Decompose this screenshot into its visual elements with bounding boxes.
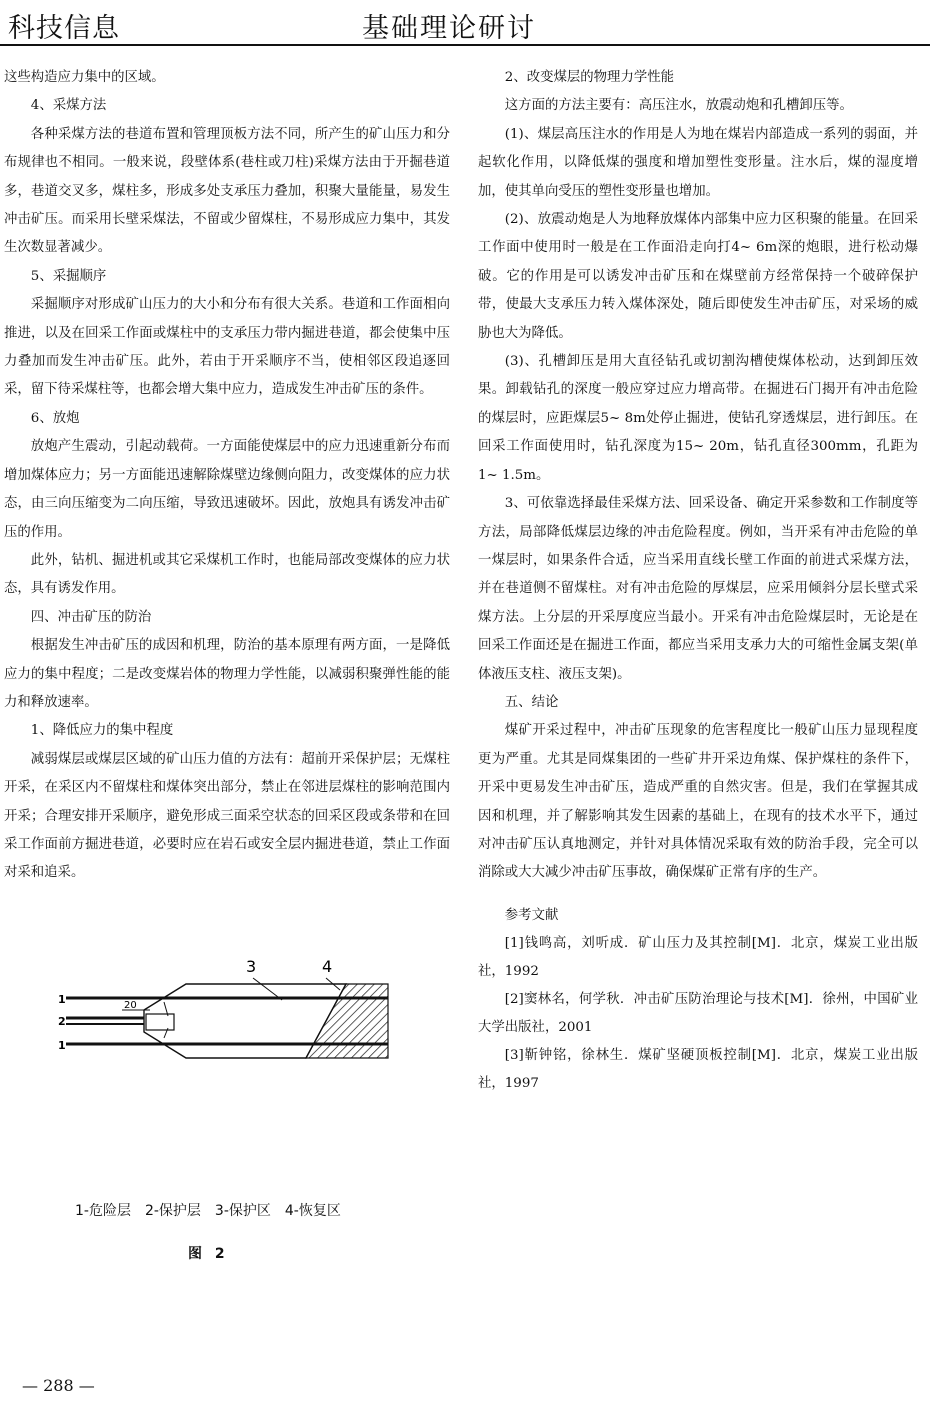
right-column-paragraph: [2]窦林名，何学秋．冲击矿压防治理论与技术[M]．徐州，中国矿业大学出版社，2001: [478, 992, 918, 1036]
left-column-paragraph: 6、放炮: [30, 410, 80, 426]
right-column-paragraph: 2、改变煤层的物理力学性能: [504, 70, 675, 85]
right-column-paragraph: 3、可依靠选择最佳采煤方法、回采设备、确定开采参数和工作制度等方法，局部降低煤层边缘的冲击危险程度。例如，当开采有冲击危险的单一煤层时，如果条件合适，应当采用直线长壁工作面的前进式采煤方法，并在巷道侧不留煤柱。对有冲击危险的厚煤层，应采用倾斜分层长壁式采煤方法。上分层的开采厚度应当最小。开采有冲击危险煤层时，无论是在回采工作面还是在掘进工作面，都应当采用支承力大的可缩性金属支架(单体液压支柱、液压支架)。: [478, 496, 918, 682]
right-column-paragraph: [3]靳钟铭，徐林生．煤矿坚硬顶板控制[M]．北京，煤炭工业出版社，1997: [478, 1048, 918, 1092]
page-number: — 288 —: [22, 1376, 95, 1395]
page-header: [0, 0, 930, 48]
right-column-paragraph: (3)、孔槽卸压是用大直径钻孔或切割沟槽使煤体松动，达到卸压效果。卸载钻孔的深度一般应穿过应力增高带。在掘进石门揭开有冲击危险的煤层时，应距煤层5~ 8m处停止掘进，使钻孔穿透煤层，进行卸压。在回采工作面使用时，钻孔深度为15~ 20m，钻孔直径300mm，孔距为1~ 1.5m。: [478, 354, 918, 483]
left-column-paragraph: 4、采煤方法: [30, 98, 107, 114]
label-zone-3: 3: [246, 957, 257, 976]
left-column: [4, 64, 450, 888]
left-column-paragraph: 1、降低应力的集中程度: [30, 723, 174, 739]
left-column-paragraph: 采掘顺序对形成矿山压力的大小和分布有很大关系。巷道和工作面相向推进，以及在回采工作面或煤柱中的支承压力带内掘进巷道，都会使集中压力叠加而发生冲击矿压。此外，若由于开采顺序不当，使相邻区段追逐回采，留下待采煤柱等，也都会增大集中应力，造成发生冲击矿压的条件。: [4, 297, 450, 398]
right-column-paragraph: (2)、放震动炮是人为地释放煤体内部集中应力区积聚的能量。在回采工作面中使用时一般是在工作面沿走向打4~ 6m深的炮眼，进行松动爆破。它的作用是可以诱发冲击矿压和在煤壁前方经常保持一个破碎保护带，使最大支承压力转入煤体深处，随后即使发生冲击矿压，对采场的威胁也大为降低。: [478, 212, 918, 341]
label-layer-1-top: 1: [58, 993, 66, 1006]
figure-legend: 1-危险层 2-保护层 3-保护区 4-恢复区: [75, 1203, 341, 1219]
label-distance: 20: [124, 1000, 137, 1011]
left-column-paragraph: 这些构造应力集中的区域。: [4, 70, 165, 85]
header-rule: [0, 44, 930, 46]
figure-caption: 图 2: [188, 1246, 229, 1262]
right-column-paragraph: (1)、煤层高压注水的作用是人为地在煤岩内部造成一系列的弱面，并起软化作用，以降低煤的强度和增加塑性变形量。注水后，煤的湿度增加，使其单向受压的塑性变形量也增加。: [478, 126, 918, 199]
recovery-zone-4: [306, 984, 388, 1058]
label-layer-2: 2: [58, 1015, 66, 1028]
label-layer-1-bottom: 1: [58, 1039, 66, 1052]
left-column-paragraph: 各种采煤方法的巷道布置和管理顶板方法不同，所产生的矿山压力和分布规律也不相同。一般来说，段壁体系(巷柱或刀柱)采煤方法由于开掘巷道多，巷道交叉多，煤柱多，形成多处支承压力叠加，积聚大量能量，易发生冲击矿压。而采用长壁采煤法，不留或少留煤柱，不易形成应力集中，其发生次数显著减少。: [4, 126, 450, 256]
section-title: 基础理论研讨: [362, 13, 536, 44]
journal-name: 科技信息: [8, 13, 120, 44]
left-column-paragraph: 减弱煤层或煤层区域的矿山压力值的方法有：超前开采保护层；无煤柱开采，在采区内不留煤柱和煤体突出部分，禁止在邻进层煤柱的影响范围内开采；合理安排开采顺序，避免形成三面采空状态的回采区段或条带和在回采工作面前方掘进巷道，必要时应在岩石或安全层内掘进巷道，禁止工作面对采和追采。: [4, 751, 450, 881]
left-column-paragraph: 5、采掘顺序: [30, 268, 107, 284]
left-column-paragraph: 四、冲击矿压的防治: [30, 609, 152, 625]
right-column-paragraph: [1]钱鸣高，刘听成．矿山压力及其控制[M]．北京，煤炭工业出版社，1992: [478, 936, 918, 980]
right-column-paragraph: 煤矿开采过程中，冲击矿压现象的危害程度比一般矿山压力显现程度更为严重。尤其是同煤集团的一些矿井开采边角煤、保护煤柱的条件下，开采中更易发生冲击矿压，造成严重的自然灾害。但是，我们在掌握其成因和机理，并了解影响其发生因素的基础上，在现有的技术水平下，通过对冲击矿压认真地测定，并针对具体情况采取有效的防治手段，完全可以消除或大大减少冲击矿压事故，确保煤矿正常有序的生产。: [478, 723, 918, 881]
left-column-paragraph: 根据发生冲击矿压的成因和机理，防治的基本原理有两方面，一是降低应力的集中程度；二是改变煤岩体的物理力学性能，以减弱积聚弹性能的能力和释放速率。: [4, 638, 450, 710]
left-column-paragraph: 放炮产生震动，引起动载荷。一方面能使煤层中的应力迅速重新分布而增加煤体应力；另一方面能迅速解除煤壁边缘侧向阻力，改变煤体的应力状态，由三向压缩变为二向压缩，导致迅速破坏。因此，放炮具有诱发冲击矿压的作用。: [4, 439, 450, 540]
figure-2-diagram: [56, 954, 396, 1064]
label-zone-4: 4: [322, 957, 333, 976]
right-column-paragraph: 五、结论: [504, 694, 559, 710]
working-block: [146, 1014, 174, 1030]
right-column-paragraph: 参考文献: [504, 907, 559, 923]
right-column: [478, 64, 918, 1098]
right-column-paragraph: 这方面的方法主要有：高压注水，放震动炮和孔槽卸压等。: [504, 98, 853, 114]
left-column-paragraph: 此外，钻机、掘进机或其它采煤机工作时，也能局部改变煤体的应力状态，具有诱发作用。: [4, 552, 450, 597]
